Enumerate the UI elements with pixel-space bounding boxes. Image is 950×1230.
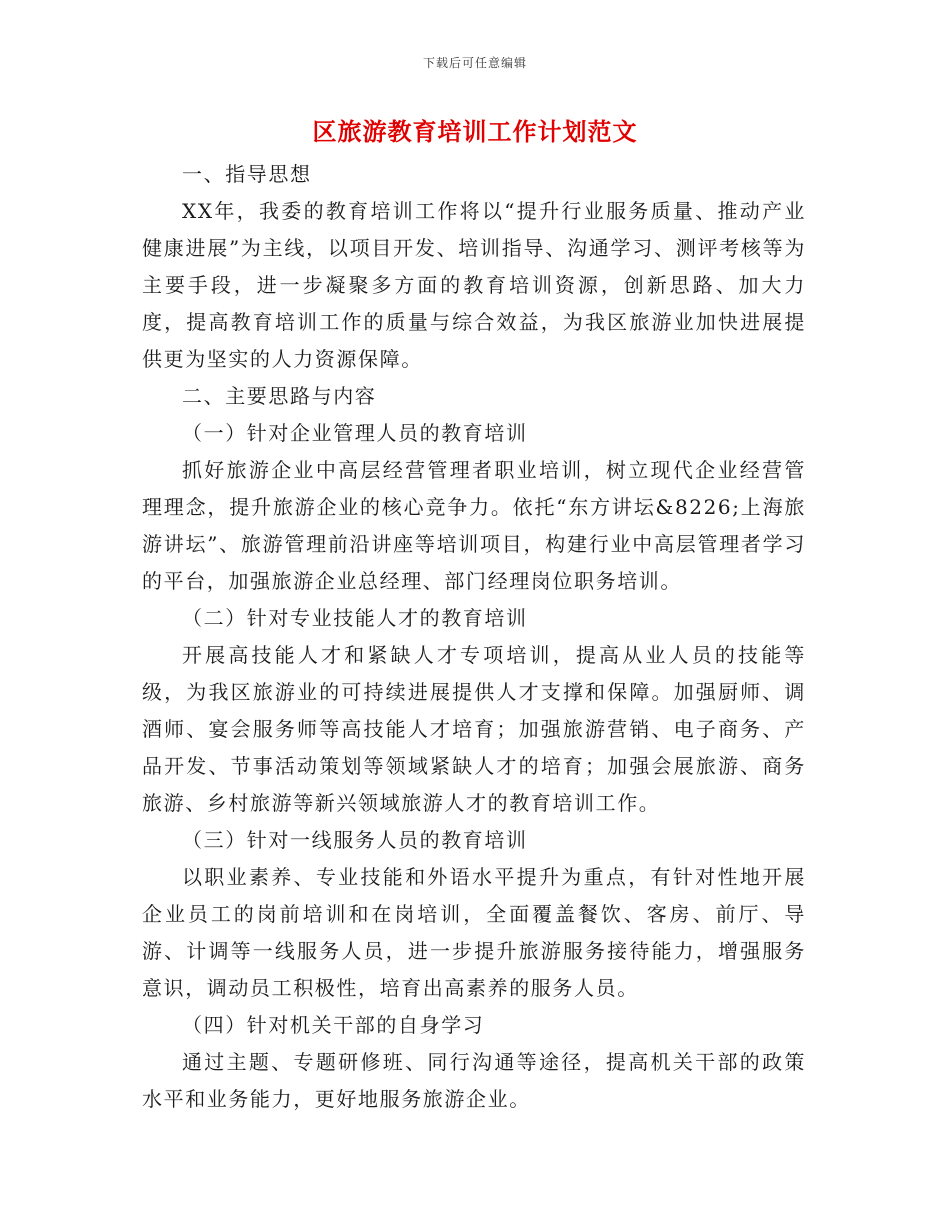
subsection-heading-1: （一）针对企业管理人员的教育培训 (182, 421, 528, 445)
paragraph-management-training: 抓好旅游企业中高层经营管理者职业培训，树立现代企业经营管理理念，提升旅游企业的核心竞争力。依托“东方讲坛&8226;上海旅游讲坛”、旅游管理前沿讲座等培训项目，构建行业中高层管理者学习的平台，加强旅游企业总经理、部门经理岗位职务培训。 (142, 458, 806, 593)
subsection-heading-2: （二）针对专业技能人才的教育培训 (182, 606, 528, 630)
section-heading-1: 一、指导思想 (182, 162, 312, 186)
document-body (142, 156, 806, 1118)
section-heading-2: 二、主要思路与内容 (182, 384, 377, 408)
paragraph-cadre-learning: 通过主题、专题研修班、同行沟通等途径，提高机关干部的政策水平和业务能力，更好地服务旅游企业。 (142, 1050, 806, 1111)
paragraph-skills-training: 开展高技能人才和紧缺人才专项培训，提高从业人员的技能等级，为我区旅游业的可持续进展提供人才支撑和保障。加强厨师、调酒师、宴会服务师等高技能人才培育；加强旅游营销、电子商务、产品开发、节事活动策划等领域紧缺人才的培育；加强会展旅游、商务旅游、乡村旅游等新兴领域旅游人才的教育培训工作。 (142, 643, 806, 815)
subsection-heading-3: （三）针对一线服务人员的教育培训 (182, 828, 528, 852)
paragraph-frontline-training: 以职业素养、专业技能和外语水平提升为重点，有针对性地开展企业员工的岗前培训和在岗培训，全面覆盖餐饮、客房、前厅、导游、计调等一线服务人员，进一步提升旅游服务接待能力，增强服务意识，调动员工积极性，培育出高素养的服务人员。 (142, 865, 806, 1000)
header-note: 下载后可任意编辑 (422, 56, 527, 70)
document-title: 区旅游教育培训工作计划范文 (312, 117, 638, 146)
subsection-heading-4: （四）针对机关干部的自身学习 (182, 1013, 485, 1037)
paragraph-guiding-ideas: XX年，我委的教育培训工作将以“提升行业服务质量、推动产业健康进展”为主线，以项目开发、培训指导、沟通学习、测评考核等为主要手段，进一步凝聚多方面的教育培训资源，创新思路、加大力度，提高教育培训工作的质量与综合效益，为我区旅游业加快进展提供更为坚实的人力资源保障。 (142, 199, 806, 371)
